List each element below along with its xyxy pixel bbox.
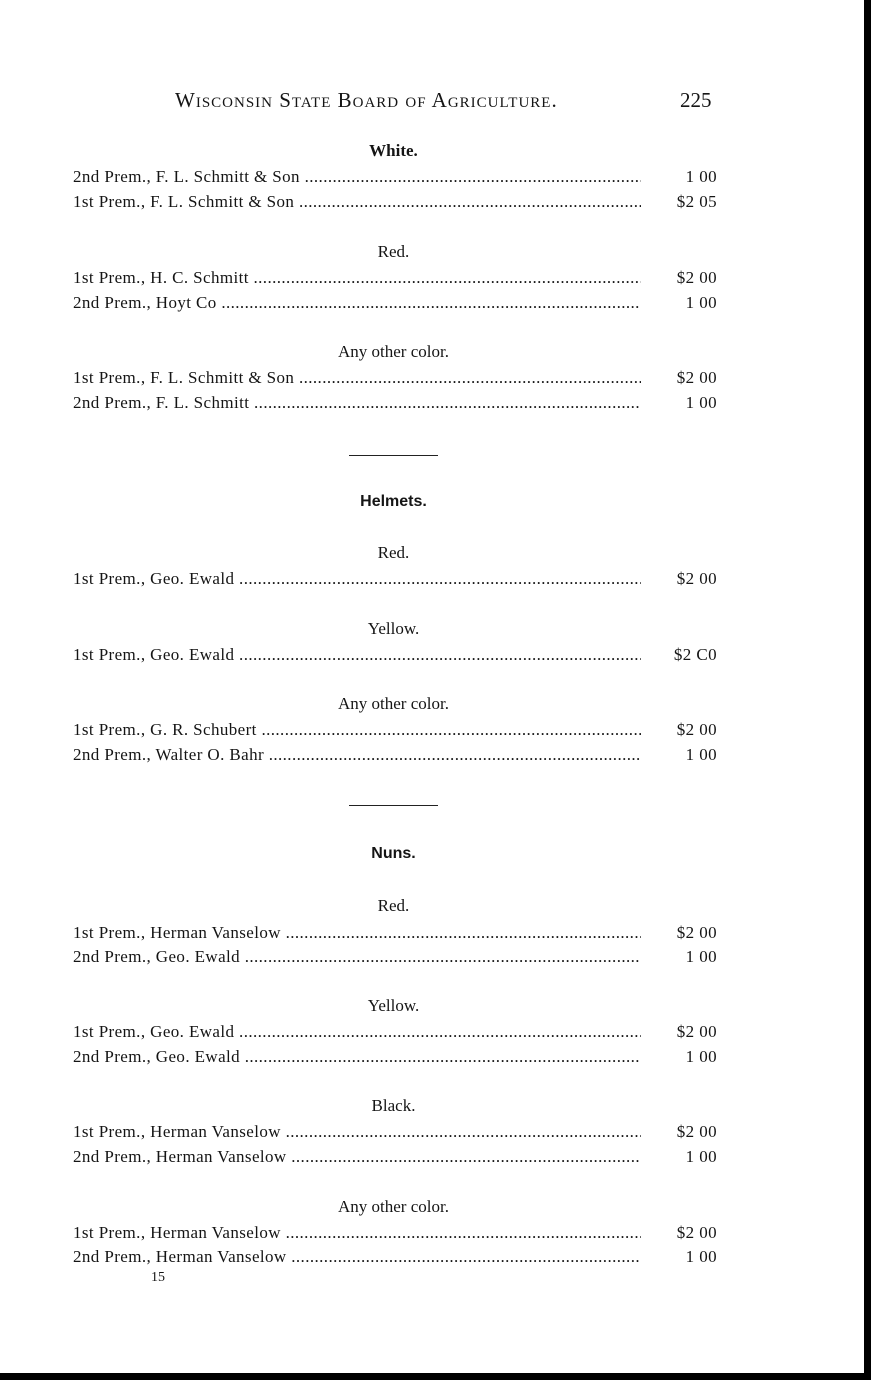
prize-amount: 1 00 — [685, 745, 717, 764]
winner-name: H. C. Schmitt — [150, 268, 249, 287]
prize-amount: $2 00 — [676, 1223, 717, 1242]
color-heading-yellow: Yellow. — [367, 996, 420, 1015]
premium-entry — [73, 268, 717, 290]
winner-name: F. L. Schmitt & Son — [155, 167, 300, 186]
entry-text — [73, 1147, 641, 1167]
entry-text — [73, 923, 641, 943]
prize-rank: 2nd Prem., — [73, 1247, 152, 1266]
entry-text — [73, 1047, 641, 1067]
running-header-title: Wisconsin State Board of Agriculture. — [175, 88, 558, 112]
prize-rank: 1st Prem., — [73, 720, 146, 739]
color-heading-black: Black. — [371, 1096, 416, 1115]
color-heading-red: Red. — [377, 242, 410, 261]
prize-amount: $2 00 — [676, 1122, 717, 1141]
entry-text — [73, 368, 641, 388]
premium-entry — [73, 393, 717, 415]
section-divider — [349, 455, 438, 456]
prize-rank: 2nd Prem., — [73, 745, 152, 764]
winner-name: Geo. Ewald — [150, 569, 235, 588]
entry-text — [73, 393, 641, 413]
winner-name: F. L. Schmitt & Son — [150, 192, 295, 211]
winner-name: Herman Vanselow — [150, 1223, 281, 1242]
winner-name: Geo. Ewald — [155, 947, 241, 966]
entry-text — [73, 167, 641, 187]
prize-amount: 1 00 — [685, 167, 717, 186]
winner-name: Geo. Ewald — [150, 645, 235, 664]
color-heading-red: Red. — [377, 543, 410, 562]
prize-rank: 1st Prem., — [73, 923, 146, 942]
entry-text — [73, 1022, 641, 1042]
page-number: 225 — [680, 88, 712, 112]
premium-entry — [73, 1122, 717, 1144]
entry-text — [73, 192, 641, 212]
color-heading-red: Red. — [377, 896, 410, 915]
prize-rank: 2nd Prem., — [73, 393, 152, 412]
entry-text — [73, 293, 641, 313]
prize-rank: 1st Prem., — [73, 268, 146, 287]
page-edge-bottom — [0, 1373, 871, 1380]
entry-text — [73, 645, 641, 665]
prize-rank: 2nd Prem., — [73, 293, 152, 312]
premium-entry — [73, 1047, 717, 1069]
prize-amount: $2 00 — [676, 268, 717, 287]
winner-name: Herman Vanselow — [155, 1147, 287, 1166]
section-divider — [349, 805, 438, 806]
prize-amount: 1 00 — [685, 1147, 717, 1166]
entry-text — [73, 745, 641, 765]
premium-entry — [73, 167, 717, 189]
prize-amount: 1 00 — [685, 1247, 717, 1266]
entry-text — [73, 720, 641, 740]
prize-amount: 1 00 — [685, 1047, 717, 1066]
prize-rank: 1st Prem., — [73, 192, 146, 211]
prize-rank: 2nd Prem., — [73, 1047, 152, 1066]
section-title-nuns: Nuns. — [371, 845, 416, 862]
color-heading-any-other: Any other color. — [338, 1197, 449, 1216]
winner-name: Herman Vanselow — [150, 923, 281, 942]
winner-name: Walter O. Bahr — [155, 745, 265, 764]
prize-rank: 1st Prem., — [73, 1223, 146, 1242]
winner-name: Geo. Ewald — [150, 1022, 235, 1041]
entry-text — [73, 1223, 641, 1243]
winner-name: F. L. Schmitt & Son — [150, 368, 295, 387]
prize-rank: 1st Prem., — [73, 645, 146, 664]
signature-mark: 15 — [151, 1270, 165, 1285]
color-heading-white: White. — [369, 141, 418, 160]
prize-rank: 1st Prem., — [73, 569, 146, 588]
prize-amount: 1 00 — [685, 947, 717, 966]
premium-entry — [73, 1147, 717, 1169]
entry-text — [73, 947, 641, 967]
page-edge-right — [864, 0, 871, 1380]
entry-text — [73, 268, 641, 288]
section-title-helmets: Helmets. — [360, 493, 427, 510]
prize-rank: 1st Prem., — [73, 1022, 146, 1041]
winner-name: G. R. Schubert — [150, 720, 257, 739]
prize-rank: 1st Prem., — [73, 1122, 146, 1141]
prize-amount: $2 05 — [676, 192, 717, 211]
color-heading-yellow: Yellow. — [367, 619, 420, 638]
premium-entry — [73, 293, 717, 315]
premium-entry — [73, 1223, 717, 1245]
prize-amount: $2 00 — [676, 720, 717, 739]
premium-entry — [73, 1247, 717, 1269]
prize-rank: 2nd Prem., — [73, 1147, 152, 1166]
winner-name: Herman Vanselow — [155, 1247, 287, 1266]
entry-text — [73, 1247, 641, 1267]
entry-text — [73, 569, 641, 589]
winner-name: Herman Vanselow — [150, 1122, 281, 1141]
premium-entry — [73, 192, 717, 214]
premium-entry — [73, 947, 717, 969]
prize-rank: 1st Prem., — [73, 368, 146, 387]
prize-amount: 1 00 — [685, 293, 717, 312]
prize-amount: $2 C0 — [673, 645, 717, 664]
premium-entry — [73, 368, 717, 390]
premium-entry — [73, 720, 717, 742]
entry-text — [73, 1122, 641, 1142]
premium-entry — [73, 645, 717, 667]
prize-rank: 2nd Prem., — [73, 167, 152, 186]
premium-entry — [73, 1022, 717, 1044]
premium-entry — [73, 923, 717, 945]
prize-amount: $2 00 — [676, 1022, 717, 1041]
color-heading-any-other: Any other color. — [338, 694, 449, 713]
prize-amount: 1 00 — [685, 393, 717, 412]
prize-amount: $2 00 — [676, 569, 717, 588]
winner-name: F. L. Schmitt — [155, 393, 250, 412]
color-heading-any-other: Any other color. — [338, 342, 449, 361]
prize-amount: $2 00 — [676, 368, 717, 387]
premium-entry — [73, 569, 717, 591]
prize-amount: $2 00 — [676, 923, 717, 942]
premium-entry — [73, 745, 717, 767]
winner-name: Geo. Ewald — [155, 1047, 241, 1066]
prize-rank: 2nd Prem., — [73, 947, 152, 966]
winner-name: Hoyt Co — [155, 293, 217, 312]
